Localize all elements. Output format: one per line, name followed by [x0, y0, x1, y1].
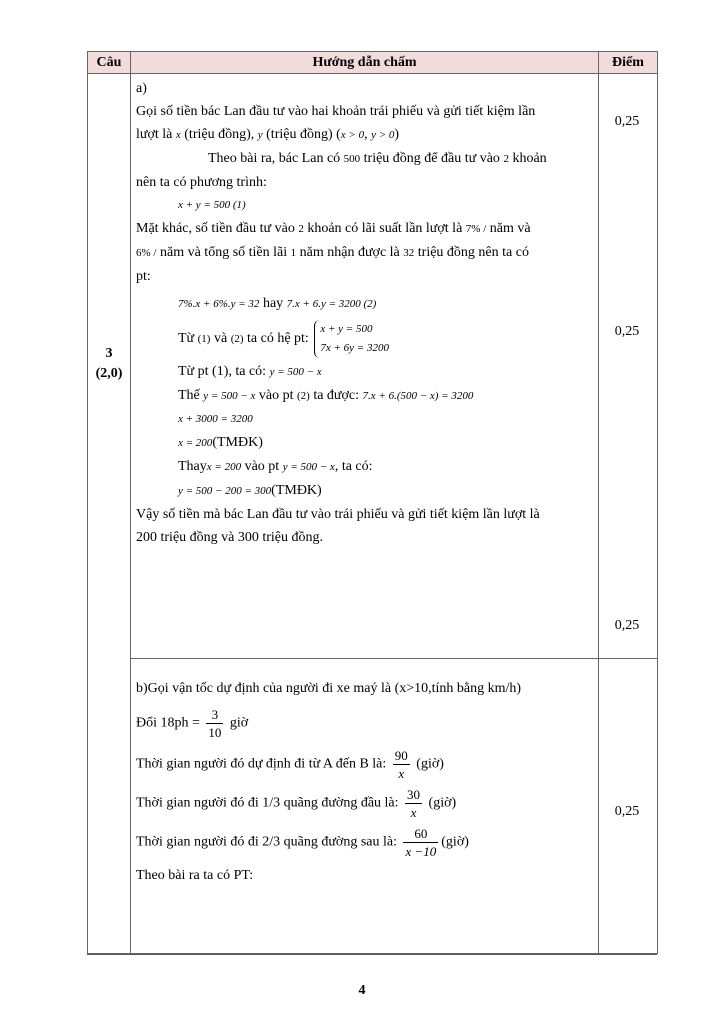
- part-b-l3: Thời gian người đó dự định đi từ A đến B là: $\frac{90}{x}$ (giờ): [136, 748, 444, 781]
- part-a-tu-pt: Từ pt (1), ta có: y = 500 − x: [178, 364, 322, 379]
- system-brace: x + y = 500 7x + 6y = 3200: [314, 320, 389, 358]
- part-a-p1b: lượt là x (triệu đồng), y (triệu đồng) (x > 0, y > 0): [136, 127, 400, 142]
- part-b-l4: Thời gian người đó đi 1/3 quãng đường đầu là: $\frac{30}{x}$ (giờ): [136, 787, 457, 820]
- part-a-p2: Theo bài ra, bác Lan có 500 triệu đồng để đầu tư vào 2 khoản: [208, 151, 547, 166]
- part-a-p6: pt:: [136, 269, 151, 284]
- part-a-p5: 6% / năm và tổng số tiền lãi 1 năm nhận được là 32 triệu đồng nên ta có: [136, 245, 529, 260]
- fraction-3-10: $\frac{3}{10}$: [208, 707, 222, 740]
- header-diem: Điểm: [599, 52, 658, 74]
- equation-7: y = 500 − 200 = 300(TMĐK): [178, 483, 322, 498]
- equation-1: x + y = 500 (1): [178, 199, 246, 211]
- conclusion-2: 200 triệu đồng và 300 triệu đồng.: [136, 530, 324, 545]
- table-header-row: [88, 52, 658, 74]
- equation-2: 7%.x + 6%.y = 32 hay 7.x + 6.y = 3200 (2): [178, 296, 377, 311]
- score-cell-a: [599, 74, 658, 659]
- part-b-l6: Theo bài ra ta có PT:: [136, 868, 254, 883]
- grading-table: [87, 51, 657, 955]
- score-1: 0,25: [614, 114, 640, 129]
- part-a-p4: Mặt khác, số tiền đầu tư vào 2 khoản có lãi suất lần lượt là 7% / năm và: [136, 221, 531, 236]
- part-a-content: [131, 74, 599, 659]
- row-part-b: [88, 659, 658, 954]
- part-a-label: a): [136, 81, 147, 96]
- part-b-l5: Thời gian người đó đi 2/3 quãng đường sau là: $\frac{60}{x -10}$ (giờ): [136, 826, 469, 859]
- header-cau: Câu: [88, 52, 131, 74]
- part-a-p3: nên ta có phương trình:: [136, 175, 267, 190]
- header-huong-dan: Hướng dẫn chấm: [131, 52, 599, 74]
- fraction-30-x: $\frac{30}{x}$: [407, 787, 421, 820]
- part-a-thay: Thayx = 200 vào pt y = 500 − x, ta có:: [178, 459, 373, 474]
- part-a-the: Thế y = 500 − x vào pt (2) ta được: 7.x + 6.(500 − x) = 3200: [178, 388, 474, 403]
- equation-5: x + 3000 = 3200: [178, 413, 253, 425]
- equation-6: x = 200(TMĐK): [178, 435, 263, 450]
- part-b-l1: b)Gọi vận tốc dự định của người đi xe maý là (x>10,tính bằng km/h): [136, 681, 522, 696]
- question-number: 3: [105, 345, 113, 361]
- part-b-l2: Đổi 18ph = $\frac{3}{10}$ giờ: [136, 707, 249, 740]
- equation-system: Từ (1) và (2) ta có hệ pt: x + y = 500 7x + 6y = 3200: [136, 316, 593, 358]
- conclusion-1: Vậy số tiền mà bác Lan đầu tư vào trái phiếu và gửi tiết kiệm lần lượt là: [136, 507, 540, 522]
- fraction-90-x: $\frac{90}{x}$: [394, 748, 408, 781]
- score-4: 0,25: [614, 804, 640, 819]
- part-a-p1: Gọi số tiền bác Lan đầu tư vào hai khoản trái phiếu và gửi tiết kiệm lần: [136, 104, 536, 119]
- score-2: 0,25: [614, 324, 640, 339]
- fraction-60-x-10: $\frac{60}{x -10}$: [405, 826, 437, 859]
- question-points: (2,0): [95, 365, 123, 381]
- question-cell: [88, 74, 131, 954]
- score-cell-b: [599, 659, 658, 954]
- row-part-a: [88, 74, 658, 659]
- score-3: 0,25: [614, 618, 640, 633]
- part-b-content: [131, 659, 599, 954]
- page-number: 4: [358, 983, 366, 998]
